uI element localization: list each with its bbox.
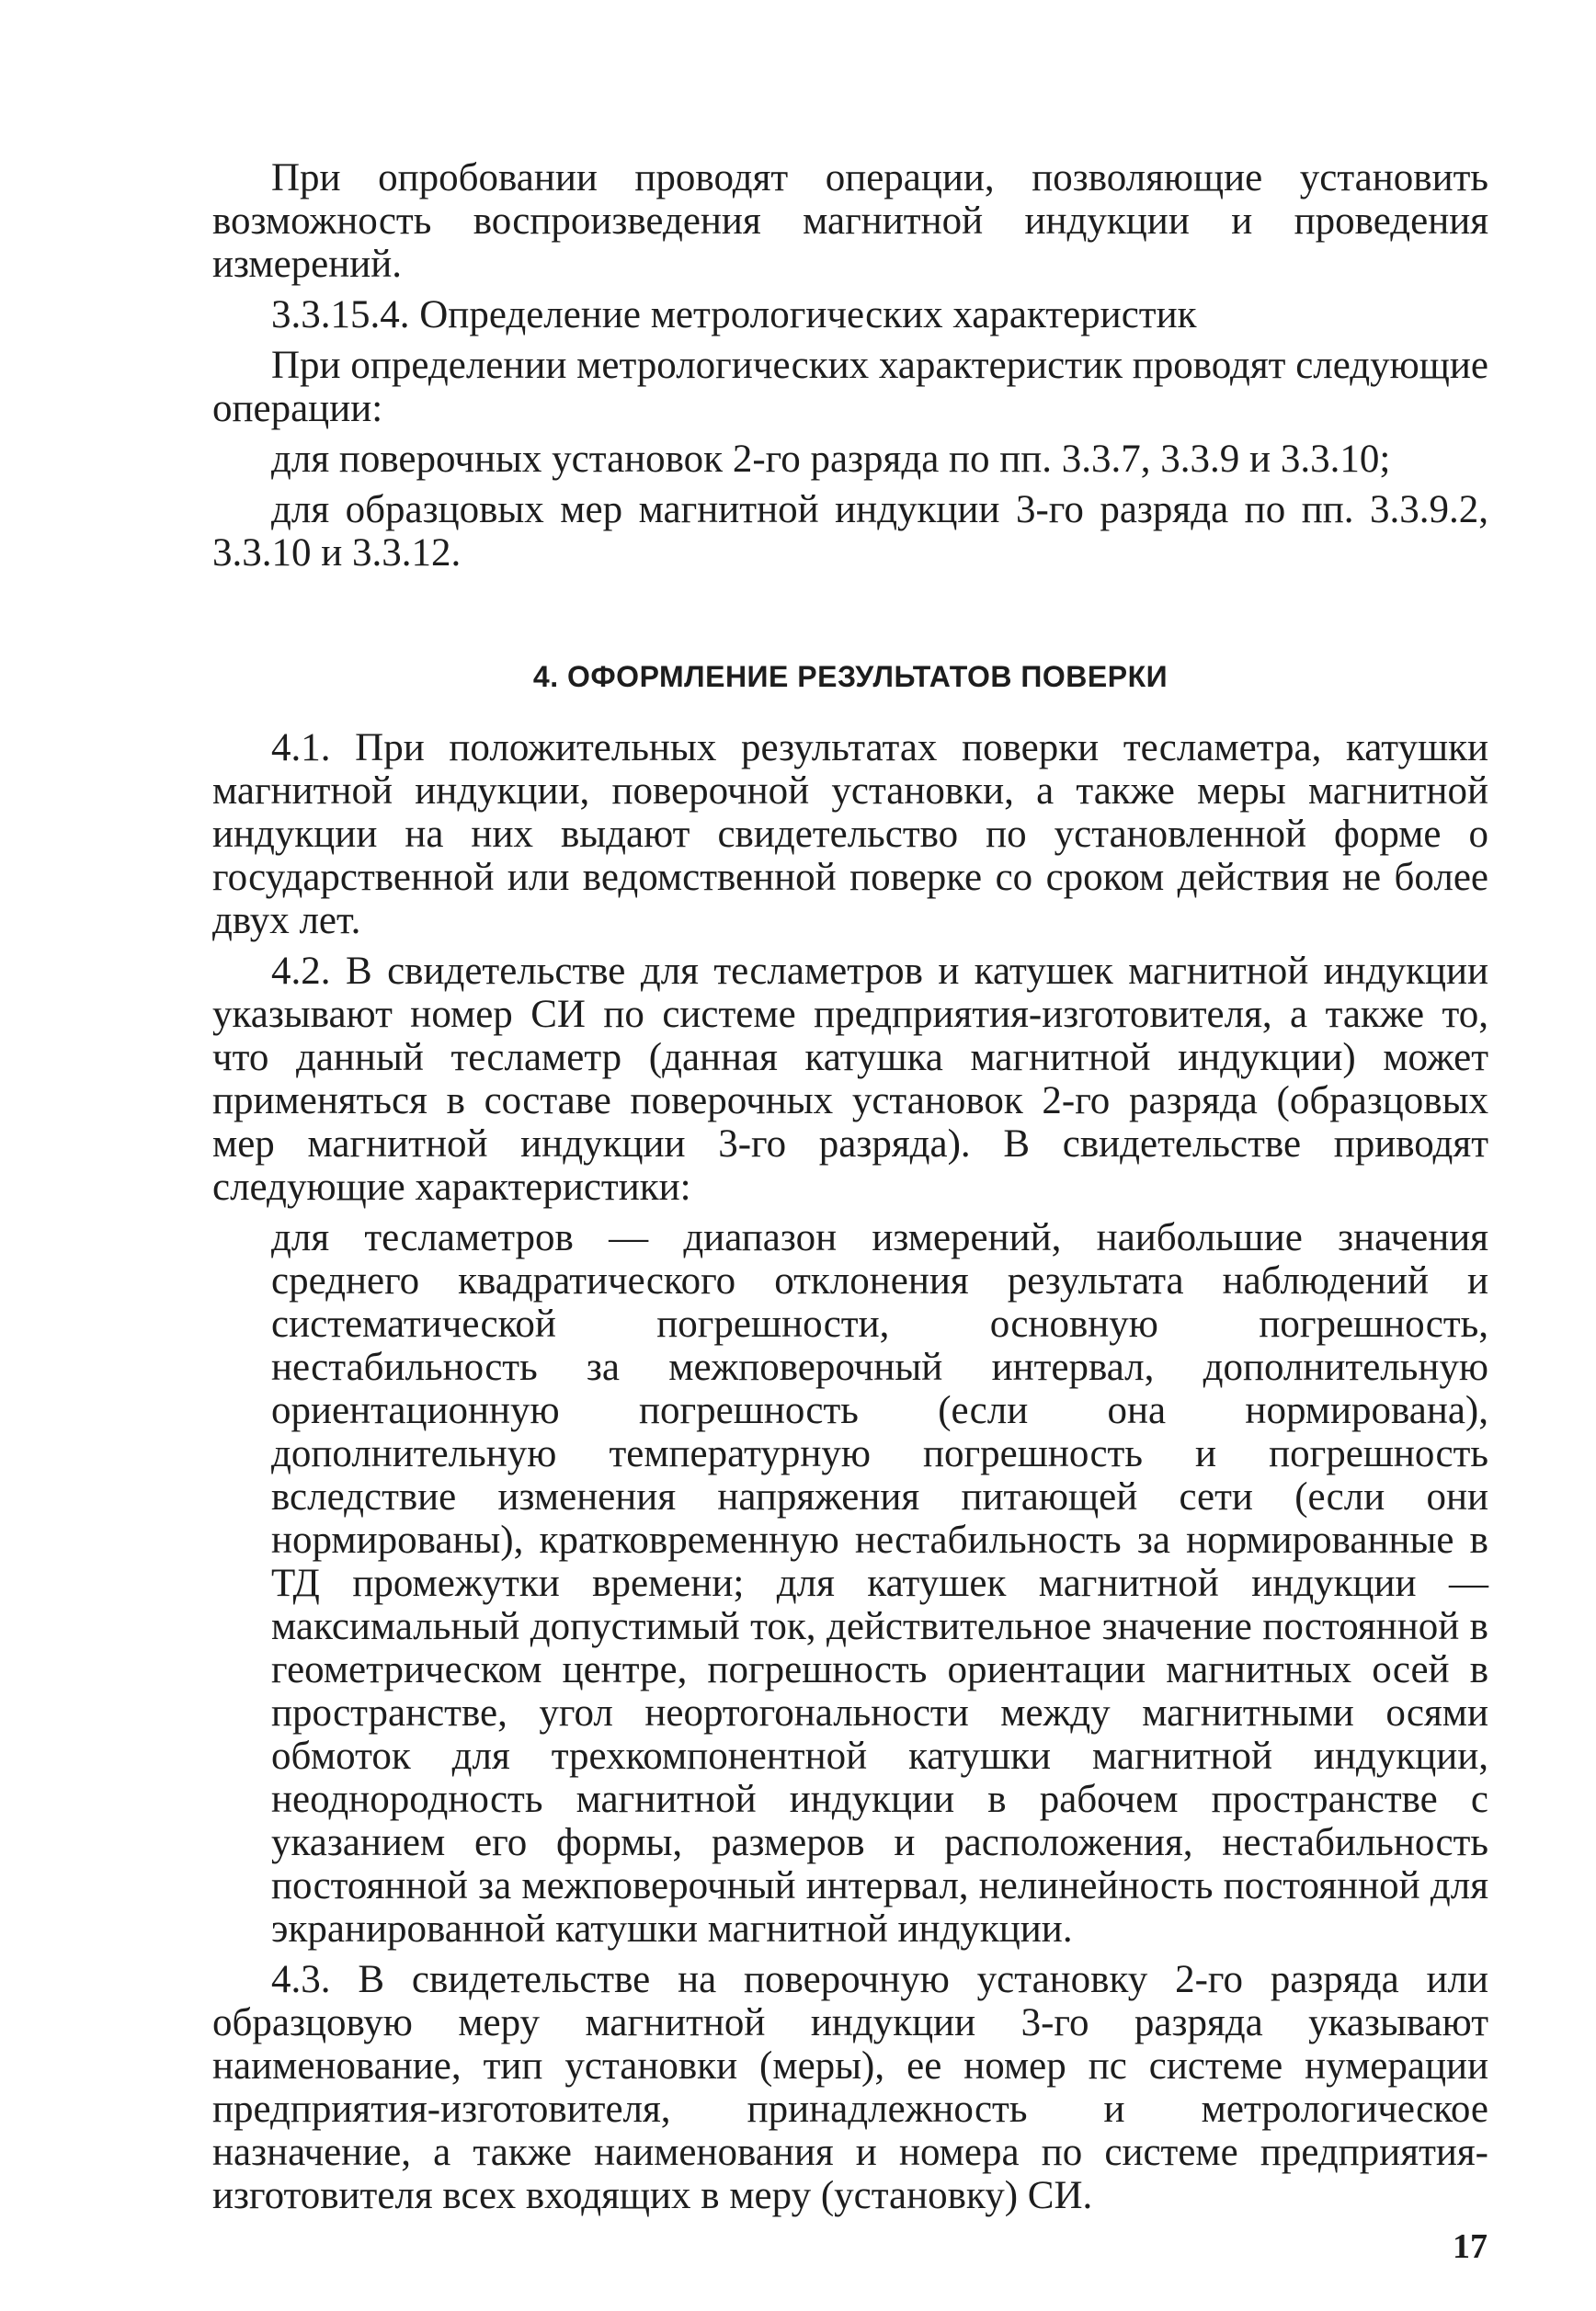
section-4-text (212, 726, 1488, 2217)
paragraph-4-2: 4.2. В свидетельстве для тесламетров и катушек магнитной индукции указывают номер СИ по системе предприятия-изготовителя, а также то, что данный тесламетр (данная катушка магнитной индукции) может применяться в составе поверочных установок 2-го разряда (образцовых мер магнитной индукции 3-го разряда). В свидетельстве приводят следующие характеристики: (212, 950, 1488, 1209)
section-4-heading: 4. ОФОРМЛЕНИЕ РЕЗУЛЬТАТОВ ПОВЕРКИ (532, 660, 1168, 693)
paragraph-subsection-title: 3.3.15.4. Определение метрологических характеристик (271, 293, 1197, 336)
paragraph-4-1: 4.1. При положительных результатах поверки тесламетра, катушки магнитной индукции, поверочной установки, а также меры магнитной индукции на них выдают свидетельство по установленной форме о государственной или ведомственной поверке со сроком действия не более двух лет. (212, 726, 1488, 942)
paragraph-characteristics-list: для тесламетров — диапазон измерений, наибольшие значения среднего квадратического отклонения результата наблюдений и систематической погрешности, основную погрешность, нестабильность за межповерочный интервал, дополнительную ориентационную погрешность (если она нормирована), дополнительную температурную погрешность и погрешность вследствие изменения напряжения питающей сети (если они нормированы), кратковременную нестабильность за нормированные в ТД промежутки времени; для катушек магнитной индукции — максимальный допустимый ток, действительное значение постоянной в геометрическом центре, погрешность ориентации магнитных осей в пространстве, угол неортогональности между магнитными осями обмоток для трехкомпонентной катушки магнитной индукции, неоднородность магнитной индукции в рабочем пространстве с указанием его формы, размеров и расположения, нестабильность постоянной за межповерочный интервал, нелинейность постоянной для экранированной катушки магнитной индукции. (271, 1216, 1488, 1951)
section-3-text (212, 156, 1488, 575)
paragraph-calibration-setups: для поверочных установок 2-го разряда по пп. 3.3.7, 3.3.9 и 3.3.10; (271, 438, 1391, 481)
paragraph-reference-measures: для образцовых мер магнитной индукции 3-го разряда по пп. 3.3.9.2, 3.3.10 и 3.3.12. (212, 488, 1488, 575)
paragraph-4-3: 4.3. В свидетельстве на поверочную установку 2-го разряда или образцовую меру магнитной индукции 3-го разряда указывают наименование, тип установки (меры), ее номер пс системе нумерации предприятия-изготовителя, принадлежность и метрологическое назначение, а также наименования и номера по системе предприятия-изготовителя всех входящих в меру (установку) СИ. (212, 1958, 1488, 2217)
paragraph-metrology-intro: При определении метрологических характеристик проводят следующие операции: (212, 344, 1488, 430)
paragraph-testing: При опробовании проводят операции, позволяющие установить возможность воспроизведения магнитной индукции и проведения измерений. (212, 156, 1488, 286)
page-number: 17 (1453, 2227, 1488, 2266)
